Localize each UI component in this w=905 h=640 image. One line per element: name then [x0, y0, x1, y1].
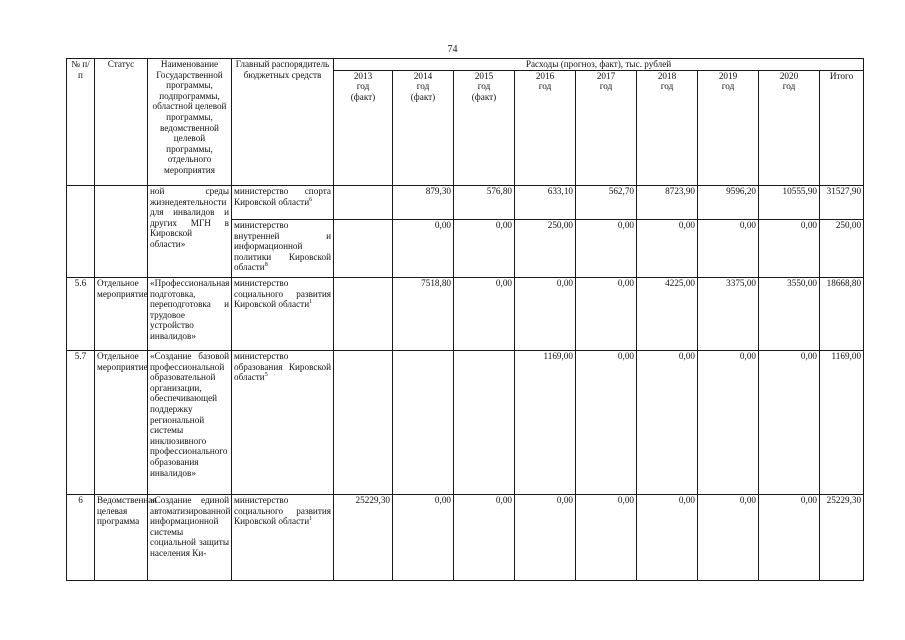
value-cell: 250,00 — [515, 220, 576, 278]
row-status: Отдельное мероприятие — [95, 351, 148, 495]
value-cell: 0,00 — [454, 220, 515, 278]
total-cell: 1169,00 — [820, 351, 864, 495]
value-cell: 0,00 — [576, 351, 637, 495]
value-cell: 0,00 — [637, 220, 698, 278]
header-row — [67, 59, 864, 71]
value-cell: 8723,90 — [637, 186, 698, 220]
value-cell — [334, 278, 393, 351]
manager-cell: министерство образования Кировской области$^5$ — [232, 351, 334, 495]
program-name: ной среды жизнедеятельности для инвалидов и других МГН в Кировской области» — [148, 186, 232, 278]
value-cell: 0,00 — [515, 495, 576, 581]
row-status: Отдельное мероприятие — [95, 278, 148, 351]
manager-cell: министерство социального развития Кировской области$^1$ — [232, 278, 334, 351]
budget-table — [66, 58, 864, 581]
table-row — [67, 278, 864, 351]
header-year-2014: 2014 год (факт) — [393, 70, 454, 185]
value-cell: 4225,00 — [637, 278, 698, 351]
header-expenses: Расходы (прогноз, факт), тыс. рублей — [334, 59, 864, 71]
value-cell: 25229,30 — [334, 495, 393, 581]
program-name: «Профессиональная подготовка, переподготовка и трудовое устройство инвалидов» — [148, 278, 232, 351]
header-year-2015: 2015 год (факт) — [454, 70, 515, 185]
table-row — [67, 186, 864, 220]
row-number: 6 — [67, 495, 95, 581]
header-year-2020: 2020 год — [759, 70, 820, 185]
value-cell: 0,00 — [759, 495, 820, 581]
row-number: 5.6 — [67, 278, 95, 351]
program-name: «Создание базовой профессиональной образовательной организации, обеспечивающей поддержку региональной системы инклюзивного профессионального образования инвалидов» — [148, 351, 232, 495]
total-cell: 18668,80 — [820, 278, 864, 351]
value-cell: 3375,00 — [698, 278, 759, 351]
value-cell: 576,80 — [454, 186, 515, 220]
value-cell: 9596,20 — [698, 186, 759, 220]
value-cell: 0,00 — [576, 495, 637, 581]
value-cell: 0,00 — [576, 220, 637, 278]
program-name: «Создание единой автоматизированной информационной системы социальной защиты населения Ки- — [148, 495, 232, 581]
value-cell: 0,00 — [698, 495, 759, 581]
page-number: 74 — [447, 44, 458, 55]
value-cell: 0,00 — [454, 495, 515, 581]
header-no: № п/п — [67, 59, 95, 186]
manager-cell: министерство внутренней и информационной политики Кировской области$^8$ — [232, 220, 334, 278]
header-year-2019: 2019 год — [698, 70, 759, 185]
value-cell: 0,00 — [759, 351, 820, 495]
value-cell — [334, 186, 393, 220]
row-number: 5.7 — [67, 351, 95, 495]
total-cell: 31527,90 — [820, 186, 864, 220]
table-row — [67, 495, 864, 581]
total-cell: 250,00 — [820, 220, 864, 278]
value-cell — [334, 220, 393, 278]
row-status: Ведомственная целевая программа — [95, 495, 148, 581]
value-cell: 0,00 — [515, 278, 576, 351]
header-total: Итого — [820, 70, 864, 185]
value-cell: 1169,00 — [515, 351, 576, 495]
header-manager: Главный распорядитель бюджетных средств — [232, 59, 334, 186]
value-cell: 7518,80 — [393, 278, 454, 351]
value-cell — [393, 351, 454, 495]
header-year-2013: 2013 год (факт) — [334, 70, 393, 185]
value-cell: 0,00 — [637, 495, 698, 581]
header-year-2017: 2017 год — [576, 70, 637, 185]
value-cell: 0,00 — [393, 495, 454, 581]
manager-cell: министерство спорта Кировской области$^6$ — [232, 186, 334, 220]
header-year-2018: 2018 год — [637, 70, 698, 185]
manager-cell: министерство социального развития Кировской области$^1$ — [232, 495, 334, 581]
total-cell: 25229,30 — [820, 495, 864, 581]
value-cell: 879,30 — [393, 186, 454, 220]
header-name: Наименование Государственной программы, подпрограммы, областной целевой программы, ведомственной целевой программы, отдельного мероприятия — [148, 59, 232, 186]
value-cell: 0,00 — [698, 220, 759, 278]
value-cell — [454, 351, 515, 495]
header-status: Статус — [95, 59, 148, 186]
value-cell: 562,70 — [576, 186, 637, 220]
value-cell: 0,00 — [393, 220, 454, 278]
value-cell: 10555,90 — [759, 186, 820, 220]
table-row — [67, 351, 864, 495]
value-cell: 0,00 — [698, 351, 759, 495]
value-cell: 0,00 — [759, 220, 820, 278]
value-cell: 3550,00 — [759, 278, 820, 351]
header-year-2016: 2016 год — [515, 70, 576, 185]
value-cell: 0,00 — [637, 351, 698, 495]
value-cell: 633,10 — [515, 186, 576, 220]
value-cell: 0,00 — [454, 278, 515, 351]
value-cell: 0,00 — [576, 278, 637, 351]
value-cell — [334, 351, 393, 495]
